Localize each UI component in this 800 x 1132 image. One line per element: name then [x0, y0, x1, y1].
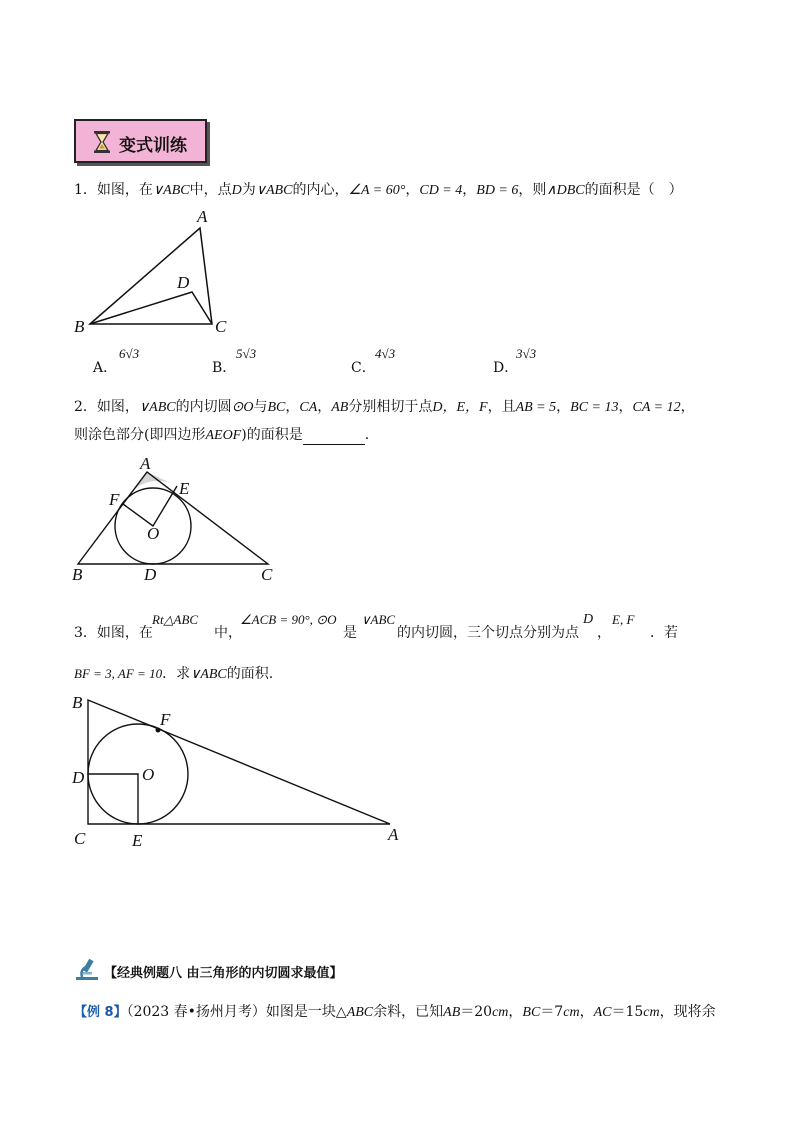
label-B: B — [72, 693, 83, 712]
question-3-p4: ．若 — [650, 625, 678, 641]
question-3-line-2: BF = 3, AF = 10．求∨ABC的面积. — [74, 666, 274, 682]
option-b-value: 5√3 — [236, 346, 257, 361]
example-section-title: 【经典例题八 由三角形的内切圆求最值】 — [104, 966, 343, 981]
label-D: D — [144, 565, 157, 584]
label-A: A — [197, 207, 208, 226]
label-E: E — [132, 831, 143, 850]
label-C: C — [261, 565, 273, 584]
right-triangle-abc — [88, 700, 390, 824]
label-D: D — [177, 273, 190, 292]
question-3-rt: Rt△ABC — [152, 612, 199, 627]
hourglass-icon — [93, 131, 111, 153]
label-O: O — [147, 524, 160, 543]
label-F: F — [160, 710, 171, 729]
option-b[interactable]: B． — [212, 360, 237, 376]
option-d[interactable]: D． — [493, 360, 519, 376]
label-O: O — [142, 765, 155, 784]
question-3-point-d: D — [583, 612, 594, 627]
question-2-line-1: 2．如图，∨ABC的内切圆⊙O与BC，CA，AB分别相切于点D，E，F，且AB = 5，BC = 13，CA = 12， — [74, 399, 695, 415]
question-3-points-ef: E, F — [612, 612, 635, 627]
question-3-sep: ， — [597, 625, 611, 641]
question-3-p3: 的内切圆，三个切点分别为点 — [397, 625, 579, 641]
question-3-triangle: ∨ABC — [361, 612, 396, 627]
triangle-abc — [90, 228, 212, 324]
label-D: D — [72, 768, 85, 787]
answer-blank[interactable] — [303, 430, 365, 445]
label-A: A — [388, 825, 399, 844]
label-E: E — [179, 479, 190, 498]
microscope-icon — [74, 957, 100, 981]
option-a[interactable]: A． — [93, 360, 118, 376]
example-8-text: 【例 8】（2023 春•扬州月考）如图是一块△ABC余料，已知AB＝20cm，BC＝7cm，AC＝15cm，现将余 — [74, 1004, 716, 1020]
question-2-figure — [60, 450, 290, 590]
label-F: F — [109, 490, 120, 509]
question-3-num: 3．如图，在 — [74, 625, 153, 641]
label-B: B — [72, 565, 83, 584]
section-title: 变式训练 — [119, 136, 187, 156]
label-B: B — [74, 317, 85, 336]
option-a-value: 6√3 — [119, 346, 140, 361]
question-1-figure — [60, 200, 250, 340]
question-3-figure — [60, 688, 420, 856]
option-c[interactable]: C． — [351, 360, 376, 376]
question-2-line-2: 则涂色部分(即四边形AEOF)的面积是 . — [74, 427, 370, 443]
option-c-value: 4√3 — [375, 346, 396, 361]
triangle-abc — [78, 472, 268, 564]
label-C: C — [74, 829, 86, 848]
label-C: C — [215, 317, 227, 336]
question-3-condition: ∠ACB = 90°, ⊙O — [240, 612, 337, 627]
option-d-value: 3√3 — [516, 346, 537, 361]
label-A: A — [140, 454, 151, 473]
section-banner — [74, 119, 207, 163]
question-3-p2: 是 — [343, 625, 357, 641]
question-3-p1: 中， — [214, 625, 242, 641]
question-1-text: 1．如图，在∨ABC中，点D为∨ABC的内心，∠A = 60°，CD = 4，BD = 6，则∧DBC的面积是（ ） — [74, 182, 683, 198]
